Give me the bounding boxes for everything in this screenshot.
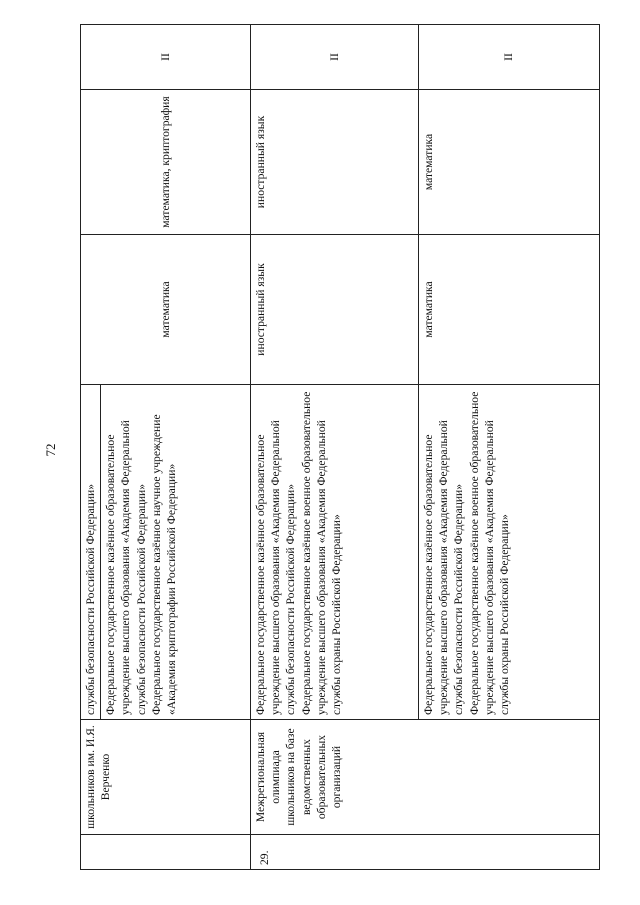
organizer-text: Федеральное государственное казённое образовательное учреждение высшего образования «Академия Федеральной службы безопасности Российской Федерации» Федеральное государственное казённое военное образовательное учреждение высшего образования «Академия Федеральной службы охраны Российской Федерации» — [419, 385, 600, 720]
profile-cell: иностранный язык — [251, 235, 419, 385]
subject-cell: математика, криптография — [81, 90, 251, 235]
row-number: 29. — [251, 835, 600, 870]
organizer-text: службы безопасности Российской Федерации» — [84, 483, 97, 715]
organizer-text: Федеральное государственное казённое образовательное учреждение высшего образования «Академия Федеральной службы безопасности Российской Федерации» Федеральное государственное казённое научное учреждение «Академия криптографии Российской Федерации» — [100, 385, 181, 719]
profile-cell: математика — [419, 235, 600, 385]
table-row — [81, 25, 251, 870]
organizer-text: Федеральное государственное казённое образовательное учреждение высшего образования «Академия Федеральной службы безопасности Российской Федерации» Федеральное государственное казённое военное образовательное учреждение высшего образования «Академия Федеральной службы охраны Российской Федерации» — [251, 385, 419, 720]
profile-cell: математика — [81, 235, 251, 385]
olympiad-name: Межрегиональная олимпиада школьников на базе ведомственных образовательных организаций — [251, 720, 600, 835]
page-number: 72 — [43, 443, 58, 457]
row-number — [81, 835, 251, 870]
olympiad-name: школьников им. И.Я. Верченко — [81, 720, 251, 835]
level-cell: II — [251, 25, 419, 90]
subject-cell: иностранный язык — [251, 90, 419, 235]
table-row — [251, 25, 419, 870]
subject-cell: математика — [419, 90, 600, 235]
level-cell: II — [419, 25, 600, 90]
rotated-table-container — [80, 25, 600, 870]
organizers-cell — [81, 385, 251, 720]
olympiad-table — [80, 24, 600, 870]
level-cell: II — [81, 25, 251, 90]
